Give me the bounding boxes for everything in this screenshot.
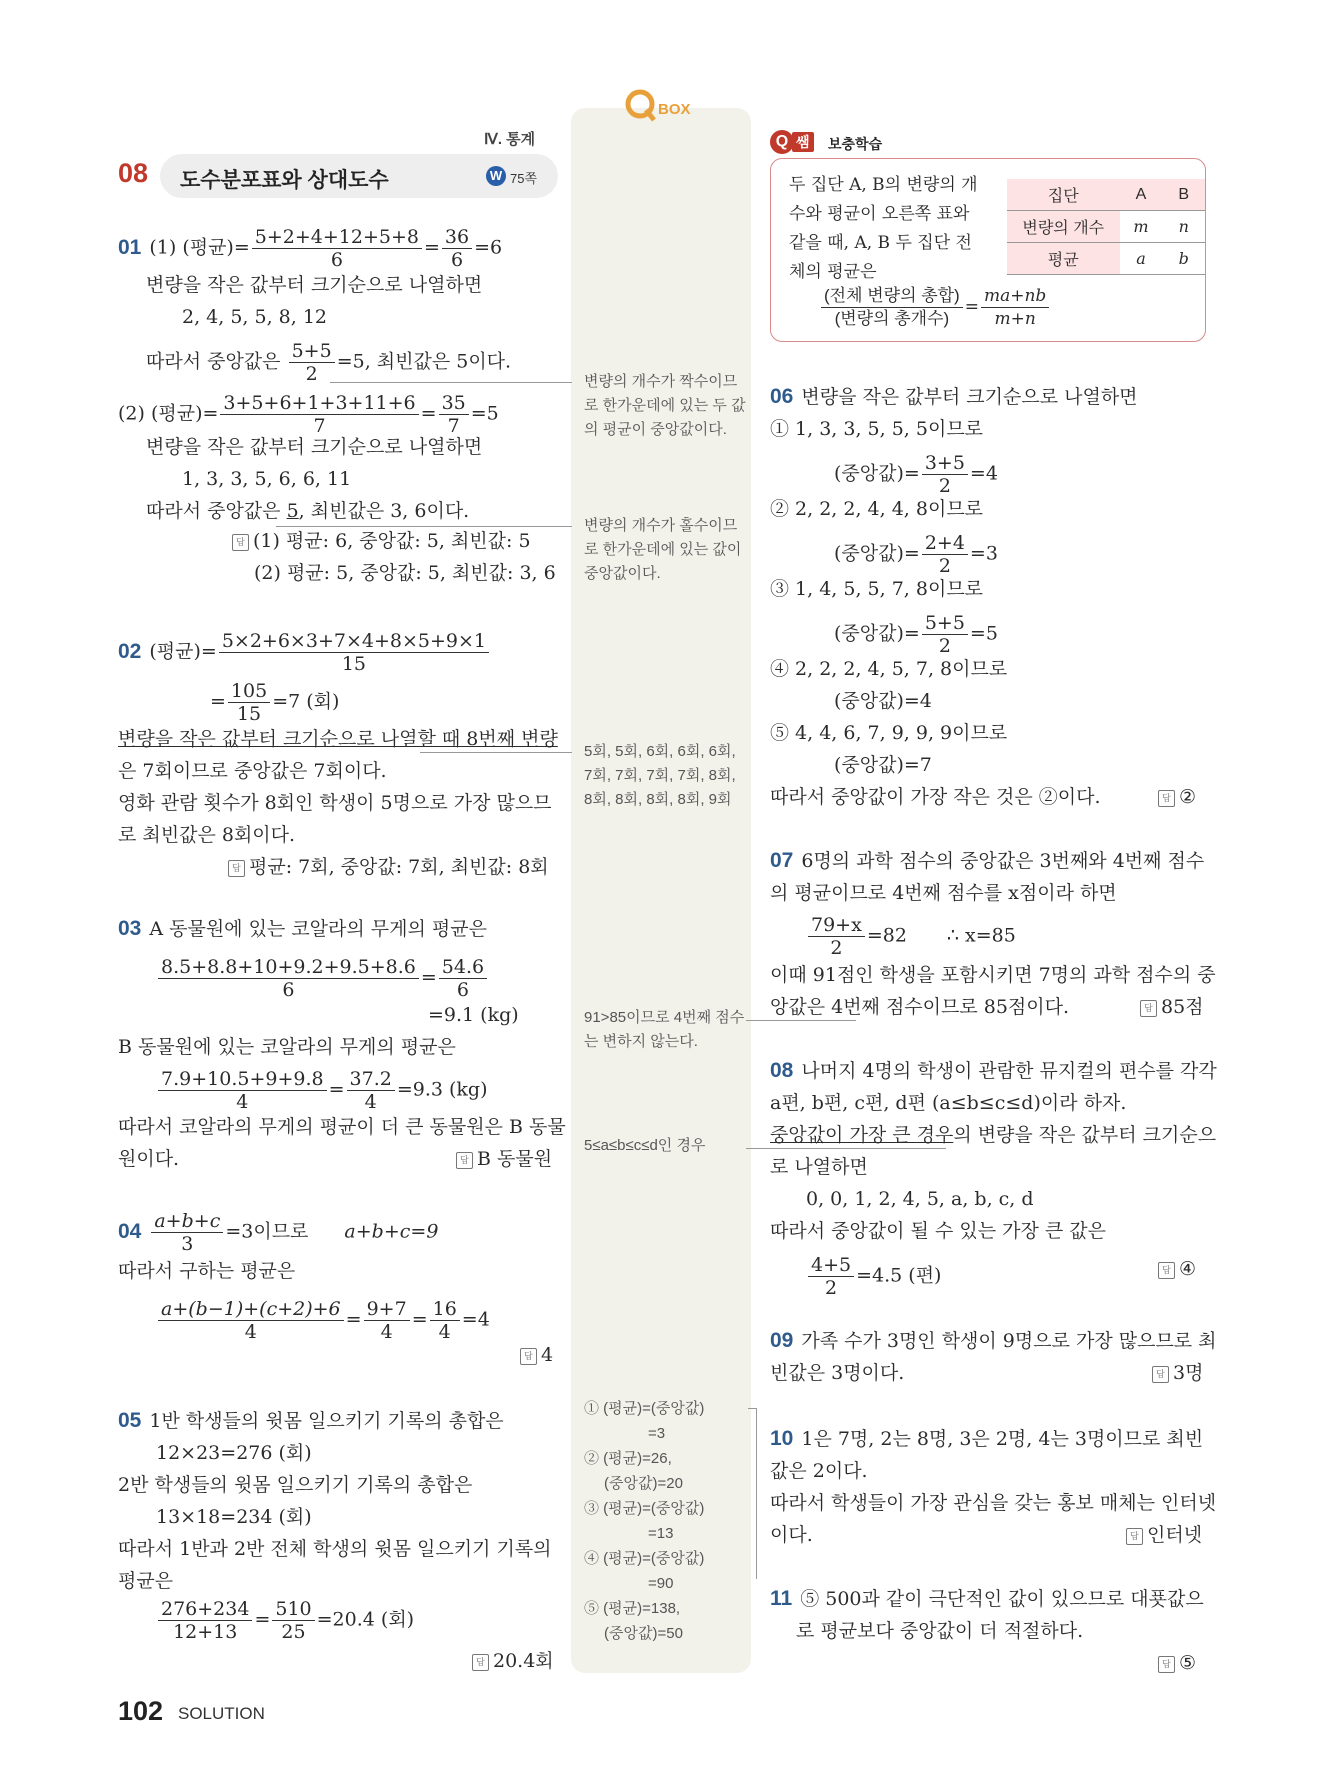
workbook-icon: W <box>486 166 506 186</box>
fraction: $\frac{510}{25}$ <box>272 1598 314 1643</box>
answer-icon: 답 <box>228 860 245 877</box>
p06-conclusion: 따라서 중앙값이 가장 작은 것은 ②이다. <box>770 786 1101 808</box>
p01-line7: 1, 3, 3, 5, 6, 6, 11 <box>182 468 352 490</box>
p03-answer: 답 B 동물원 <box>456 1144 552 1174</box>
fraction: $\frac{8.5+8.8+10+9.2+9.5+8.6}{6}$ <box>158 956 419 1001</box>
answer-icon: 답 <box>520 1348 537 1365</box>
p09-line2: 빈값은 3명이다. <box>770 1362 905 1384</box>
p06-line1: 06 변량을 작은 값부터 크기순으로 나열하면 <box>770 385 1138 408</box>
qbox-label: BOX <box>658 101 691 118</box>
p03-line1: 03 A 동물원에 있는 코알라의 무게의 평균은 <box>118 917 487 940</box>
problem-number: 02 <box>118 639 142 663</box>
text: =6 <box>474 236 503 259</box>
connector-line <box>420 752 572 753</box>
side-note-6: ① (평균)=(중앙값) =3 ② (평균)=26, (중앙값)=20 ③ (평균)=(중앙값) =13 ④ (평균)=(중앙값) =90 ⑤ (평균)=138, (중앙값)=50 <box>584 1400 705 1642</box>
p10-line3: 따라서 학생들이 가장 관심을 갖는 홍보 매체는 인터넷 <box>770 1492 1217 1514</box>
p08-line2: a편, b편, c편, d편 (a≤b≤c≤d)이라 하자. <box>770 1092 1127 1114</box>
qssam-table: 집단 A B 변량의 개수 m n 평균 a b <box>1007 179 1205 275</box>
p11-line1: 11 ⑤ 500과 같이 극단적인 값이 있으므로 대푯값으 <box>770 1587 1204 1610</box>
lesson-number: 08 <box>118 158 149 188</box>
qssam-tag: 보충학습 <box>828 136 883 152</box>
p07-line1: 07 6명의 과학 점수의 중앙값은 3번째와 4번째 점수 <box>770 849 1205 872</box>
fraction: $\frac{5\times 2+6\times 3+7\times 4+8\times 5+9\times 1}{15}$ <box>219 630 489 675</box>
problem-number: 08 <box>770 1059 794 1082</box>
fraction: $\frac{276+234}{12+13}$ <box>158 1598 252 1643</box>
fraction: $\frac{105}{15}$ <box>228 680 270 725</box>
p01-line5: (2) (평균)= $\frac{3+5+6+1+3+11+6}{7}$ = $\frac{35}{7}$ =5 <box>118 392 499 437</box>
page-number: 102 <box>118 1696 164 1726</box>
problem-number: 07 <box>770 849 794 872</box>
problem-number: 05 <box>118 1409 142 1432</box>
p10-answer: 답 인터넷 <box>1126 1520 1202 1550</box>
p03-line4: $\frac{7.9+10.5+9+9.8}{4}$ = $\frac{37.2}{4}$ =9.3 (kg) <box>156 1068 488 1113</box>
workbook-page: 75쪽 <box>510 171 538 186</box>
side-note-5: 5≤a≤b≤c≤d인 경우 <box>584 1137 706 1154</box>
side-note-3: 5회, 5회, 6회, 6회, 6회, 7회, 7회, 7회, 7회, 8회, 8회, 8회, 8회, 8회, 9회 <box>584 743 736 808</box>
p01-line4: 따라서 중앙값은 $\frac{5+5}{2}$ =5, 최빈값은 5이다. <box>146 340 512 385</box>
p03-line2: $\frac{8.5+8.8+10+9.2+9.5+8.6}{6}$ = $\frac{54.6}{6}$ <box>156 956 489 1001</box>
fraction: $\frac{ma+nb}{m+n}$ <box>981 285 1049 330</box>
fraction: $\frac{5+5}{2}$ <box>289 340 335 385</box>
p01-line8: 따라서 중앙값은 5, 최빈값은 3, 6이다. <box>146 500 470 522</box>
connector-bracket <box>748 1408 757 1579</box>
problem-number: 01 <box>118 235 142 259</box>
fraction: $\frac{35}{7}$ <box>439 392 469 437</box>
answer-icon: 답 <box>1158 1656 1175 1673</box>
fraction: $\frac{\text{(전체 변량의 총합)}}{\text{(변량의 총개수)}}$ <box>821 285 963 330</box>
fraction: $\frac{a+b+c}{3}$ <box>151 1210 223 1255</box>
p08-line3: 중앙값이 가장 큰 경우의 변량을 작은 값부터 크기순으 <box>770 1124 1217 1146</box>
p01-line6: 변량을 작은 값부터 크기순으로 나열하면 <box>146 436 483 458</box>
answer-icon: 답 <box>1140 1000 1157 1017</box>
p07-line4: 앙값은 4번째 점수이므로 85점이다. <box>770 996 1070 1018</box>
p01-answer2: (2) 평균: 5, 중앙값: 5, 최빈값: 3, 6 <box>254 562 556 584</box>
p06-choice4: ④ 2, 2, 2, 4, 5, 7, 8이므로 <box>770 658 1008 680</box>
side-note-1: 변량의 개수가 짝수이므로 한가운데에 있는 두 값의 평균이 중앙값이다. <box>584 373 746 438</box>
text: (1) (평균)= <box>149 236 250 259</box>
p07-line3: 이때 91점인 학생을 포함시키면 7명의 과학 점수의 중 <box>770 964 1216 986</box>
answer-icon: 답 <box>456 1152 473 1169</box>
ssam-badge: 쌤 <box>792 132 814 152</box>
p02-line3: 변량을 작은 값부터 크기순으로 나열할 때 8번째 변량 <box>118 728 558 750</box>
p01-line3: 2, 4, 5, 5, 8, 12 <box>182 306 328 328</box>
problem-number: 11 <box>770 1587 793 1610</box>
p02-line5: 영화 관람 횟수가 8회인 학생이 5명으로 가장 많으므 <box>118 792 552 814</box>
p05-answer: 답 20.4회 <box>472 1646 554 1676</box>
section-label: Ⅳ. 통계 <box>484 131 536 148</box>
connector-line <box>276 526 572 527</box>
p03-line6: 원이다. <box>118 1148 180 1170</box>
p05-line6: 평균은 <box>118 1570 174 1592</box>
fraction: $\frac{16}{4}$ <box>430 1298 460 1343</box>
p02-line1: 02 (평균)= $\frac{5\times 2+6\times 3+7\times 4+8\times 5+9\times 1}{15}$ <box>118 630 491 675</box>
p03-line5: 따라서 코알라의 무게의 평균이 더 큰 동물원은 B 동물 <box>118 1116 566 1138</box>
p08-equation: $\frac{4+5}{2}$ =4.5 (편) <box>806 1254 941 1299</box>
p06-choice1-median: (중앙값)= $\frac{3+5}{2}$ =4 <box>834 452 998 497</box>
p08-line6: 따라서 중앙값이 될 수 있는 가장 큰 값은 <box>770 1220 1106 1242</box>
p08-line4: 로 나열하면 <box>770 1156 868 1178</box>
p06-choice2-median: (중앙값)= $\frac{2+4}{2}$ =3 <box>834 532 998 577</box>
p11-line2: 로 평균보다 중앙값이 더 적절하다. <box>796 1620 1084 1642</box>
answer-icon: 답 <box>1152 1366 1169 1383</box>
problem-number: 03 <box>118 917 142 940</box>
fraction: $\frac{a+(b-1)+(c+2)+6}{4}$ <box>158 1298 344 1343</box>
p01-line1: 01 (1) (평균)= $\frac{5+2+4+12+5+8}{6}$ = $\frac{36}{6}$ =6 <box>118 226 503 271</box>
p02-line2: = $\frac{105}{15}$ =7 (회) <box>210 680 340 725</box>
fraction: $\frac{79+x}{2}$ <box>808 914 865 959</box>
answer-icon: 답 <box>472 1654 489 1671</box>
p07-line2: 의 평균이므로 4번째 점수를 x점이라 하면 <box>770 882 1117 904</box>
fraction: $\frac{54.6}{6}$ <box>439 956 487 1001</box>
side-note-2: 변량의 개수가 홀수이므로 한가운데에 있는 값이 중앙값이다. <box>584 517 742 582</box>
p07-equation: $\frac{79+x}{2}$ =82 ∴ x=85 <box>806 914 1016 959</box>
q-logo-icon <box>624 88 656 122</box>
fraction: $\frac{5+2+4+12+5+8}{6}$ <box>252 226 422 271</box>
p10-line2: 값은 2이다. <box>770 1460 868 1482</box>
p02-line6: 로 최빈값은 8회이다. <box>118 824 296 846</box>
lesson-header <box>118 154 556 200</box>
p02-answer: 답 평균: 7회, 중앙값: 7회, 최빈값: 8회 <box>228 852 549 882</box>
footer-label: SOLUTION <box>178 1704 265 1723</box>
p10-line4: 이다. <box>770 1524 813 1546</box>
p04-line3: $\frac{a+(b-1)+(c+2)+6}{4}$ = $\frac{9+7}{4}$ = $\frac{16}{4}$ =4 <box>156 1298 490 1343</box>
answer-icon: 답 <box>1158 790 1175 807</box>
problem-number: 06 <box>770 385 794 408</box>
qssam-text: 두 집단 A, B의 변량의 개 수와 평균이 오른쪽 표와 같을 때, A, B 두 집단 전 체의 평균은 <box>789 175 978 282</box>
qbox-logo <box>624 88 691 127</box>
fraction: $\frac{2+4}{2}$ <box>922 532 968 577</box>
problem-number: 09 <box>770 1329 794 1352</box>
p09-line1: 09 가족 수가 3명인 학생이 9명으로 가장 많으므로 최 <box>770 1329 1217 1352</box>
problem-number: 10 <box>770 1427 794 1450</box>
p03-result1: =9.1 (kg) <box>428 1004 519 1026</box>
side-note-4: 91>85이므로 4번째 점수는 변하지 않는다. <box>584 1009 745 1050</box>
p05-line2: 12×23=276 (회) <box>156 1442 312 1464</box>
p09-answer: 답 3명 <box>1152 1358 1203 1388</box>
p06-choice1: ① 1, 3, 3, 5, 5, 5이므로 <box>770 418 984 440</box>
p06-choice5-median: (중앙값)=7 <box>834 754 932 776</box>
p05-line7: $\frac{276+234}{12+13}$ = $\frac{510}{25}$ =20.4 (회) <box>156 1598 414 1643</box>
connector-line <box>330 382 572 383</box>
p10-line1: 10 1은 7명, 2는 8명, 3은 2명, 4는 3명이므로 최빈 <box>770 1427 1204 1450</box>
problem-number: 04 <box>118 1219 142 1243</box>
fraction: $\frac{3+5+6+1+3+11+6}{7}$ <box>220 392 418 437</box>
fraction: $\frac{9+7}{4}$ <box>364 1298 410 1343</box>
p06-choice3-median: (중앙값)= $\frac{5+5}{2}$ =5 <box>834 612 998 657</box>
p06-choice5: ⑤ 4, 4, 6, 7, 9, 9, 9이므로 <box>770 722 1008 744</box>
lesson-title: 도수분포표와 상대도수 <box>180 169 389 192</box>
fraction: $\frac{3+5}{2}$ <box>922 452 968 497</box>
fraction: $\frac{37.2}{4}$ <box>347 1068 395 1113</box>
p05-line4: 13×18=234 (회) <box>156 1506 312 1528</box>
p06-answer: 답 ② <box>1158 782 1196 812</box>
p08-line1: 08 나머지 4명의 학생이 관람한 뮤지컬의 편수를 각각 <box>770 1059 1217 1082</box>
fraction: $\frac{36}{6}$ <box>442 226 472 271</box>
answer-icon: 답 <box>1126 1528 1143 1545</box>
fraction: $\frac{5+5}{2}$ <box>922 612 968 657</box>
p08-answer: 답 ④ <box>1158 1254 1196 1284</box>
fraction: $\frac{4+5}{2}$ <box>808 1254 854 1299</box>
p03-line3: B 동물원에 있는 코알라의 무게의 평균은 <box>118 1036 456 1058</box>
p04-answer: 답 4 <box>520 1340 553 1370</box>
p05-line1: 05 1반 학생들의 윗몸 일으키기 기록의 총합은 <box>118 1409 504 1432</box>
p05-line5: 따라서 1반과 2반 전체 학생의 윗몸 일으키기 기록의 <box>118 1538 552 1560</box>
p01-line2: 변량을 작은 값부터 크기순으로 나열하면 <box>146 274 483 296</box>
p04-line2: 따라서 구하는 평균은 <box>118 1260 296 1282</box>
p01-answer1: 답 (1) 평균: 6, 중앙값: 5, 최빈값: 5 <box>232 526 531 556</box>
fraction: $\frac{7.9+10.5+9+9.8}{4}$ <box>158 1068 327 1113</box>
p07-answer: 답 85점 <box>1140 992 1204 1022</box>
p06-choice3: ③ 1, 4, 5, 5, 7, 8이므로 <box>770 578 984 600</box>
p05-line3: 2반 학생들의 윗몸 일으키기 기록의 총합은 <box>118 1474 473 1496</box>
qssam-formula: $\frac{\text{(전체 변량의 총합)}}{\text{(변량의 총개수)}}$ = $\frac{ma+nb}{m+n}$ <box>819 285 1051 330</box>
answer-icon: 답 <box>1158 1262 1175 1279</box>
p11-answer: 답 ⑤ <box>1158 1648 1196 1678</box>
p02-line4: 은 7회이므로 중앙값은 7회이다. <box>118 760 387 782</box>
p06-choice4-median: (중앙값)=4 <box>834 690 932 712</box>
p08-line5: 0, 0, 1, 2, 4, 5, a, b, c, d <box>806 1188 1034 1210</box>
q-badge-icon: Q <box>770 130 794 154</box>
p06-choice2: ② 2, 2, 2, 4, 4, 8이므로 <box>770 498 984 520</box>
qssam-box <box>770 158 1206 342</box>
answer-icon: 답 <box>232 534 249 551</box>
p04-line1: 04 $\frac{a+b+c}{3}$ =3이므로 a+b+c=9 <box>118 1210 439 1255</box>
